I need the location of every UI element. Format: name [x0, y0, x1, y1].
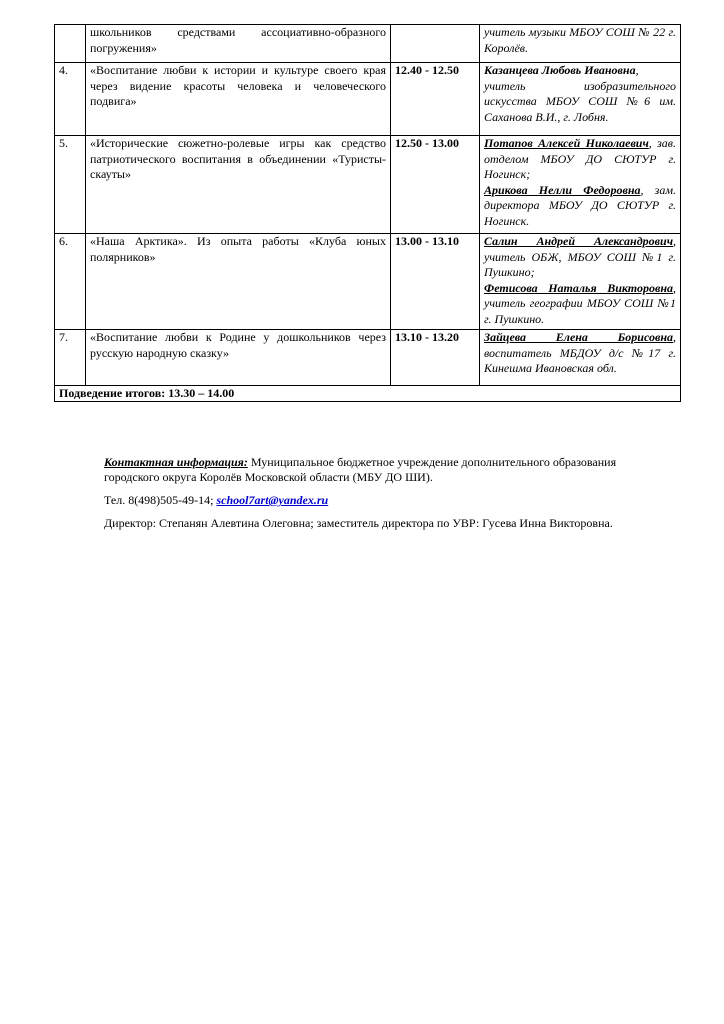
- speaker-role: учитель географии МБОУ СОШ №1 г. Пушкино.: [484, 296, 676, 326]
- table-row: [55, 136, 681, 234]
- row-number: [55, 25, 86, 63]
- row-speakers: Казанцева Любовь Ивановна, учитель изобразительного искусства МБОУ СОШ №6 им. Сахановa В.И., г. Лобня.: [480, 63, 681, 136]
- summary-text: Подведение итогов: 13.30 – 14.00: [55, 385, 681, 402]
- row-time: 13.00 - 13.10: [391, 234, 480, 330]
- row-number: 7.: [55, 330, 86, 386]
- row-number: 5.: [55, 136, 86, 234]
- speaker-role: зав. отделом МБОУ ДО СЮТУР г. Ногинск;: [484, 136, 677, 181]
- row-speakers: Зайцева Елена Борисовна, воспитатель МБДОУ д/с №17 г. Кинешма Ивановская обл.: [480, 330, 681, 386]
- speaker-role: учитель изобразительного искусства МБОУ СОШ №6 им. Сахановa В.И., г. Лобня.: [484, 78, 676, 124]
- speaker-name: Казанцева Любовь Ивановна: [484, 63, 636, 77]
- speaker-role: воспитатель МБДОУ д/с №17 г. Кинешма Ивановская обл.: [484, 345, 676, 375]
- row-speakers: [480, 25, 681, 63]
- contact-block: [104, 455, 634, 539]
- row-number: 6.: [55, 234, 86, 330]
- row-topic: школьников средствами ассоциативно-образного погружения»: [86, 25, 391, 63]
- contact-org: Муниципальное бюджетное учреждение дополнительного образования городского округа Королёв Московской области (МБУ ДО ШИ).: [104, 455, 617, 484]
- speaker-role: зам. директора МБОУ ДО СЮТУР г. Ногинск.: [484, 182, 676, 228]
- row-topic: «Воспитание любви к истории и культуре своего края через видение красоты человека и человеческого подвига»: [86, 63, 391, 136]
- row-speakers: Салин Андрей Александрович, учитель ОБЖ, МБОУ СОШ №1 г. Пушкино; Фетисова Наталья Викторовна, учитель географии МБОУ СОШ №1 г. Пушкино.: [480, 234, 681, 330]
- speaker-role: учитель ОБЖ, МБОУ СОШ №1 г. Пушкино;: [484, 249, 676, 279]
- row-speakers: Потапов Алексей Николаевич, зав. отделом МБОУ ДО СЮТУР г. Ногинск; Арикова Нелли Федоровна, зам. директора МБОУ ДО СЮТУР г. Ногинск.: [480, 136, 681, 234]
- email-link[interactable]: school7art@yandex.ru: [216, 493, 329, 507]
- table-row: [55, 330, 681, 386]
- contact-org-paragraph: [104, 455, 634, 485]
- speaker-name: Зайцева Елена Борисовна: [484, 330, 673, 344]
- speaker-role: учитель музыки МБОУ СОШ № 22 г. Королёв.: [484, 25, 676, 55]
- contact-label: Контактная информация:: [104, 455, 248, 469]
- row-time: 13.10 - 13.20: [391, 330, 480, 386]
- row-time: 12.40 - 12.50: [391, 63, 480, 136]
- summary-row: [55, 385, 681, 402]
- row-time: 12.50 - 13.00: [391, 136, 480, 234]
- row-time: [391, 25, 480, 63]
- contact-directors: Директор: Степанян Алевтина Олеговна; заместитель директора по УВР: Гусева Инна Викторовна.: [104, 516, 613, 530]
- row-topic: «Исторические сюжетно-ролевые игры как средство патриотического воспитания в объединении «Туристы-скауты»: [86, 136, 391, 234]
- contact-phone: Тел. 8(498)505-49-14;: [104, 493, 217, 507]
- speaker-name: Фетисова Наталья Викторовна: [484, 280, 673, 295]
- program-table: [54, 24, 681, 402]
- table-row: [55, 234, 681, 330]
- table-row: [55, 25, 681, 63]
- row-topic: «Наша Арктика». Из опыта работы «Клуба юных полярников»: [86, 234, 391, 330]
- speaker-name: Арикова Нелли Федоровна: [484, 182, 641, 197]
- contact-phone-paragraph: [104, 493, 634, 508]
- speaker-name: Салин Андрей Александрович: [484, 234, 673, 248]
- row-number: 4.: [55, 63, 86, 136]
- table-row: [55, 63, 681, 136]
- speaker-name: Потапов Алексей Николаевич: [484, 136, 649, 150]
- row-topic: «Воспитание любви к Родине у дошкольников через русскую народную сказку»: [86, 330, 391, 386]
